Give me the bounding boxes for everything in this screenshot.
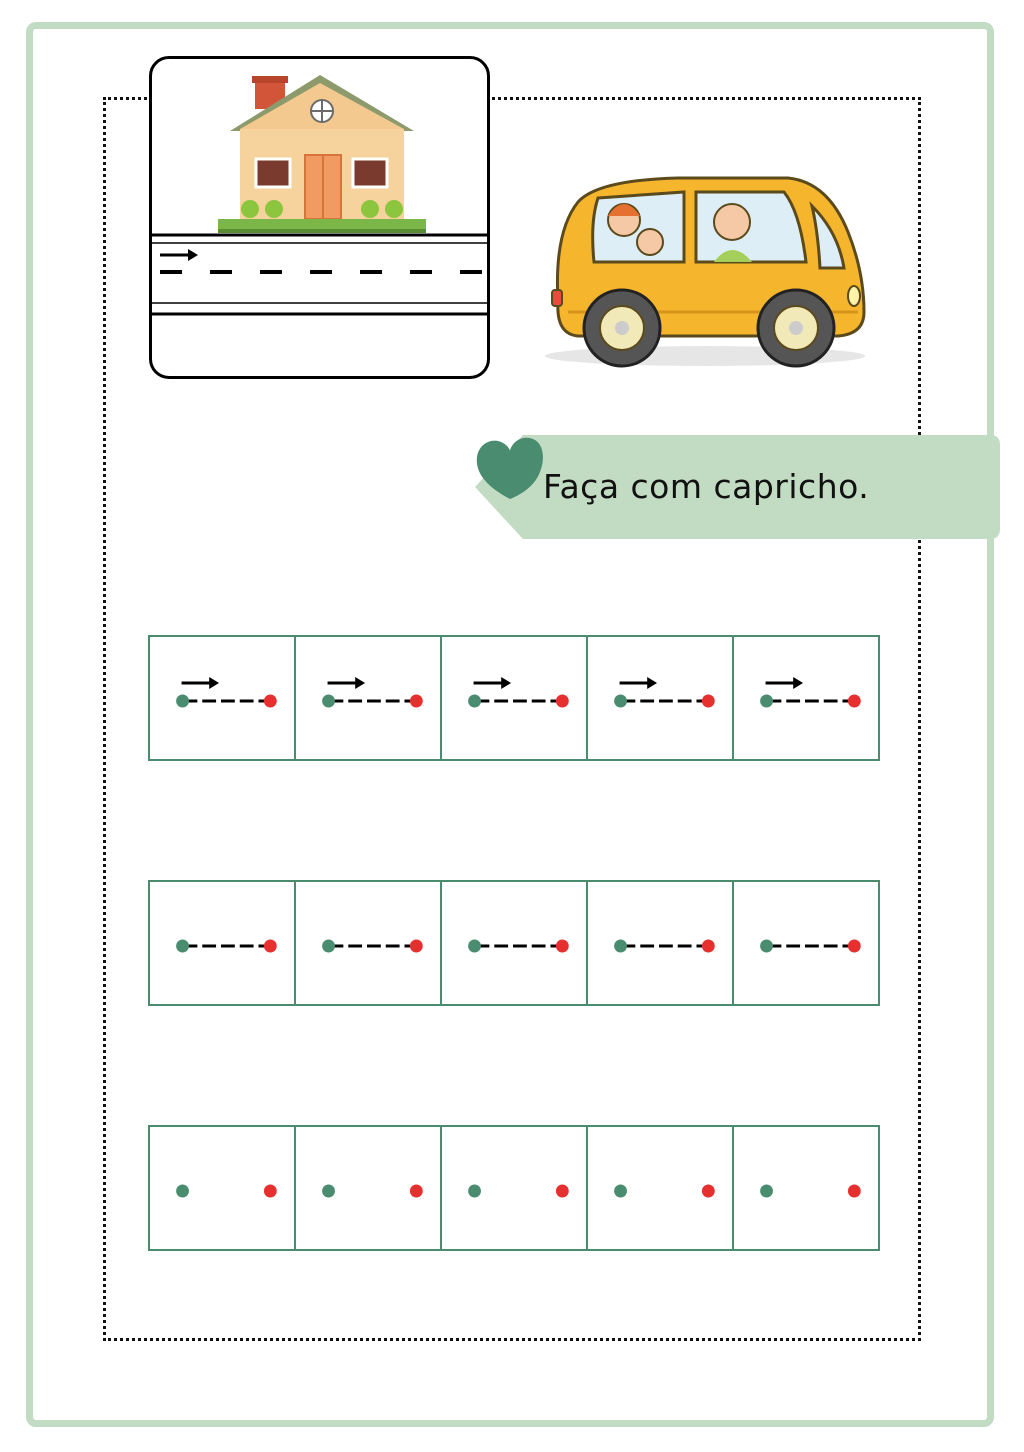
tracing-row-2 — [148, 880, 880, 1006]
end-dot — [410, 695, 423, 708]
direction-arrow-icon — [160, 249, 198, 261]
direction-arrow-icon — [766, 677, 803, 689]
tracing-cell — [734, 1127, 878, 1249]
end-dot — [702, 1185, 715, 1198]
tracing-cell — [734, 882, 878, 1004]
start-dot — [468, 1185, 481, 1198]
tracing-cell — [296, 882, 442, 1004]
end-dot — [848, 940, 861, 953]
instruction-text: Faça com capricho. — [543, 467, 870, 506]
end-dot — [556, 940, 569, 953]
end-dot — [410, 940, 423, 953]
tracing-cell — [442, 637, 588, 759]
instruction-banner — [475, 435, 1000, 539]
tracing-cell — [588, 882, 734, 1004]
end-dot — [264, 1185, 277, 1198]
start-dot — [468, 940, 481, 953]
end-dot — [702, 940, 715, 953]
tracing-cell — [442, 1127, 588, 1249]
tracing-cell — [150, 882, 296, 1004]
direction-arrow-icon — [182, 677, 219, 689]
start-dot — [176, 1185, 189, 1198]
end-dot — [264, 940, 277, 953]
end-dot — [264, 695, 277, 708]
start-dot — [176, 940, 189, 953]
start-dot — [760, 940, 773, 953]
tracing-cell — [296, 637, 442, 759]
heart-icon — [475, 435, 545, 503]
tracing-cell — [150, 1127, 296, 1249]
house-illustration — [218, 75, 426, 233]
family-car-illustration — [538, 172, 872, 380]
tracing-cell — [588, 1127, 734, 1249]
direction-arrow-icon — [328, 677, 365, 689]
tracing-cell — [442, 882, 588, 1004]
house-road-card — [149, 56, 490, 379]
end-dot — [556, 695, 569, 708]
start-dot — [468, 695, 481, 708]
direction-arrow-icon — [474, 677, 511, 689]
start-dot — [760, 695, 773, 708]
end-dot — [410, 1185, 423, 1198]
road — [152, 235, 490, 314]
start-dot — [760, 1185, 773, 1198]
start-dot — [322, 695, 335, 708]
end-dot — [848, 1185, 861, 1198]
start-dot — [322, 940, 335, 953]
start-dot — [322, 1185, 335, 1198]
end-dot — [702, 695, 715, 708]
end-dot — [556, 1185, 569, 1198]
start-dot — [614, 695, 627, 708]
start-dot — [614, 1185, 627, 1198]
tracing-cell — [150, 637, 296, 759]
tracing-row-3 — [148, 1125, 880, 1251]
start-dot — [614, 940, 627, 953]
tracing-cell — [734, 637, 878, 759]
direction-arrow-icon — [620, 677, 657, 689]
end-dot — [848, 695, 861, 708]
tracing-cell — [588, 637, 734, 759]
tracing-cell — [296, 1127, 442, 1249]
start-dot — [176, 695, 189, 708]
tracing-row-1 — [148, 635, 880, 761]
